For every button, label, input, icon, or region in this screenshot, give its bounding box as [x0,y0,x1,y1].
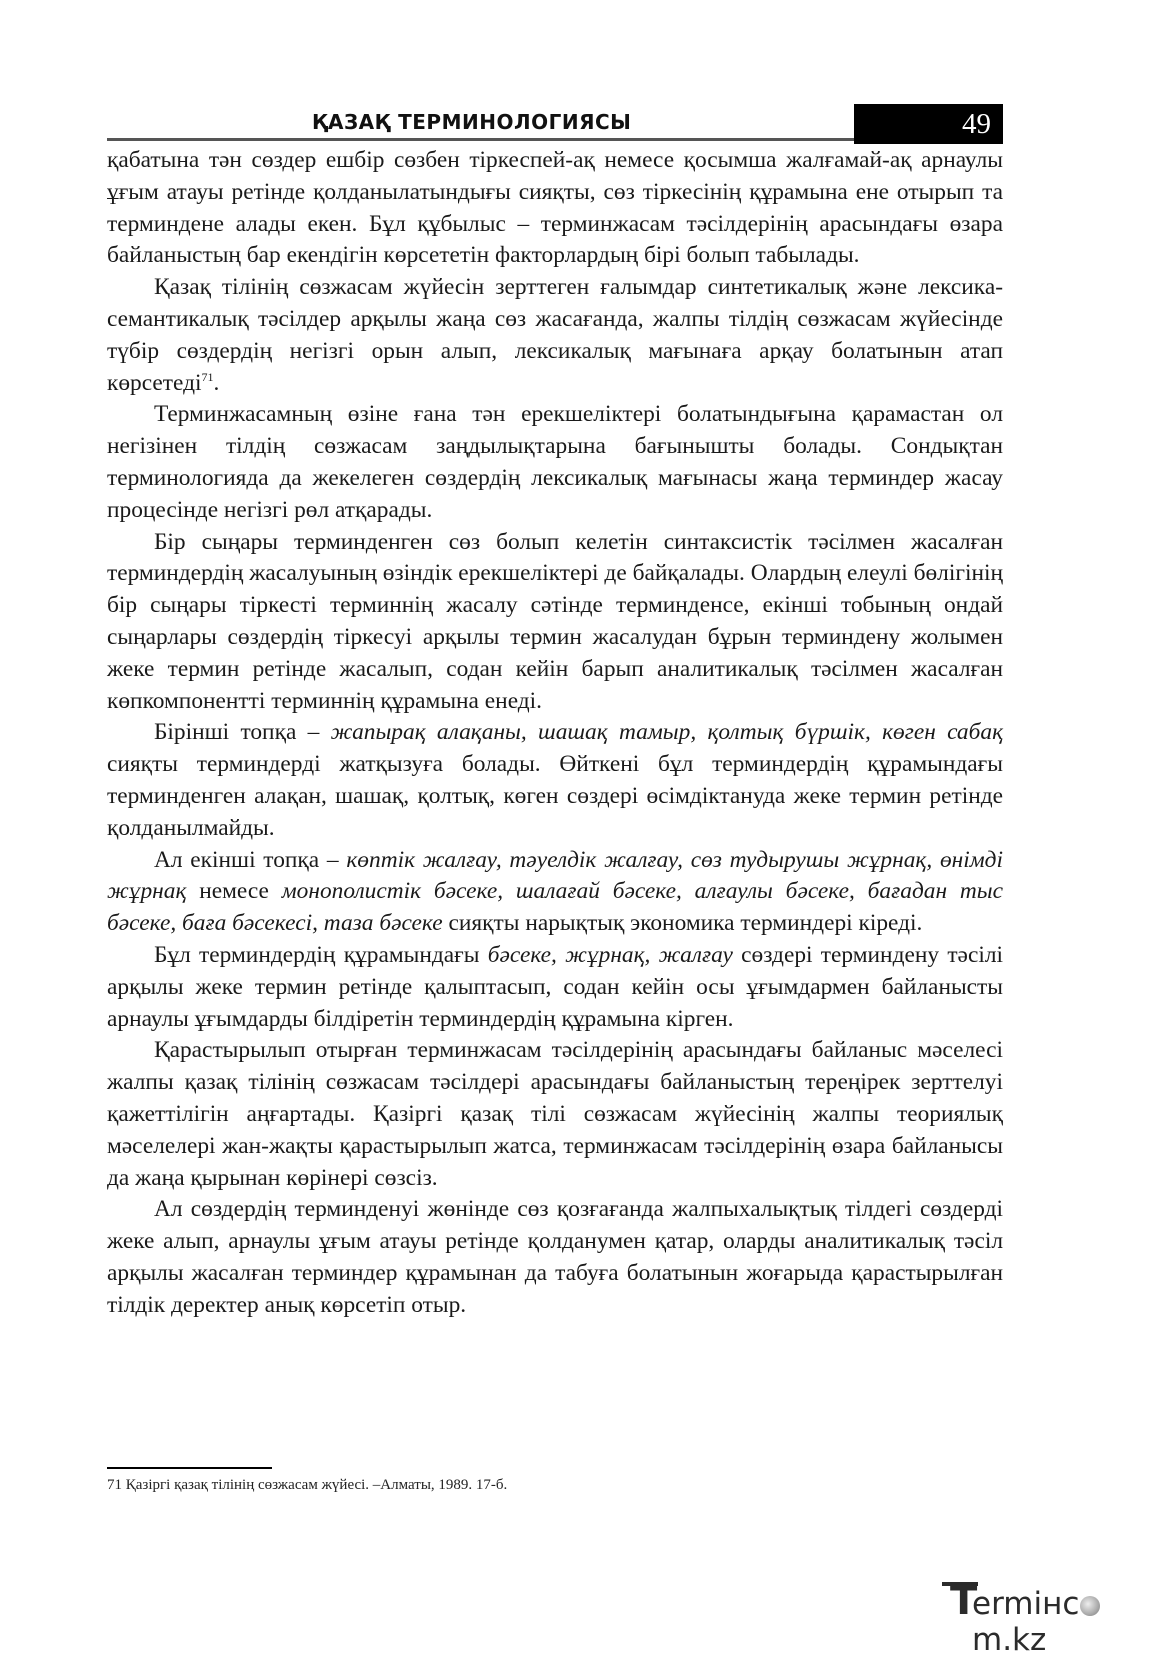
paragraph-7-rest: сөздері терминдену тәсілі арқылы жеке термин ретінде қалыптасып, содан кейін осы ұғымдармен байланысты арнаулы ұғымдарды білдіретін терминдердің құрамына кірген. [107,941,1003,1032]
paragraph-4: Бір сыңары терминденген сөз болып келетін синтаксистік тәсілмен жасалған терминдердің жасалуының өзіндік ерекшеліктері де байқалады. Олардың елеулі бөлігінің бір сыңары тіркесті терминнің жасалу сәтінде терминденсе, екінші тобының ондай сыңарлары сөздердің тіркесуі арқылы термин жасалудан бұрын терминдену жолымен жеке термин ретінде жасалып, содан кейін барып аналитикалық тәсілмен жасалған көпкомпонентті терминнің құрамына енеді. [107,528,1003,714]
paragraph-9: Ал сөздердің терминденуі жөнінде сөз қозғағанда жалпыхалықтық тілдегі сөздерді жеке алып, арнаулы ұғым атауы ретінде қолданумен қатар, оларды аналитикалық тәсіл арқылы жасалған терминдер құрамынан да табуға болатынын жоғарыда қарастырылған тілдік деректер анық көрсетіп отыр. [107,1196,1003,1318]
paragraph-5-lead: Бірінші топқа – [154,719,331,746]
paragraph-6-lead: Ал екінші топқа – [154,846,347,873]
paragraph-2 [107,272,1003,399]
paragraph-2-text: Қазақ тілінің сөзжасам жүйесін зерттеген ғалымдар синтетикалық және лексика-семантикалық тәсілдер арқылы жаңа сөз жасағанда, жалпы тілдің сөзжасам жүйесінде түбір сөздердің негізгі орын алып, лексикалық мағынаға арқау болатынын атап көрсетеді [107,274,1003,396]
logo-text-1: ermінc [972,1586,1080,1622]
logo-letter-t: T [950,1578,978,1624]
paragraph-8: Қарастырылып отырған терминжасам тәсілдерінің арасындағы байланыс мәселесі жалпы қазақ тілінің сөзжасам тәсілдері арасындағы байланыстың тереңірек зерттелуі қажеттілігін аңғартады. Қазіргі қазақ тілі сөзжасам жүйесінің жалпы теориялық мәселелері жан-жақты қарастырылып жатса, терминжасам тәсілдерінің өзара байланысы да жаңа қырынан көрінері сөзсіз. [107,1037,1003,1191]
paragraph-2-end: . [213,369,220,396]
site-watermark-logo [942,1578,1142,1658]
paragraph-6-terms-1: көптік жалғау, тәуелдік жалғау, сөз тудырушы жұрнақ, өнімді жұрнақ [107,846,1003,905]
paragraph-1: қабатына тән сөздер ешбір сөзбен тіркеспей-ақ немесе қосымша жалғамай-ақ арнаулы ұғым атауы ретінде қолданылатындығы сияқты, сөз тіркесінің құрамына ене отырып та терминдене алады екен. Бұл құбылыс – терминжасам тәсілдерінің арасындағы өзара байланыстың бар екендігін көрсететін факторлардың бірі болып табылады. [107,147,1003,269]
paragraph-7 [107,940,1003,1035]
paragraph-6 [107,845,1003,940]
paragraph-5 [107,717,1003,844]
footnote-ref[interactable]: 71 [201,369,214,384]
header-rule [107,138,854,141]
page-header [107,104,1003,144]
paragraph-5-rest: сияқты терминдерді жатқызуға болады. Өйткені бұл терминдердің құрамындағы терминденген алақан, шашақ, қолтық, көген сөздері өсімдіктануда жеке термин ретінде қолданылмайды. [107,751,1003,841]
main-text [107,145,1003,1321]
globe-icon [1080,1596,1100,1616]
logo-wordmark [972,1586,1142,1658]
logo-text-2: m.kz [972,1622,1047,1658]
page-number: 49 [854,104,1003,144]
paragraph-6-terms-2: монополистік бәсеке, шалағай бәсеке, алғаулы бәсеке, бағадан тыс бәсеке, баға бәсекесі, таза бәсеке [107,878,1003,937]
footnote-rule [107,1467,272,1469]
paragraph-5-terms: жапырақ алақаны, шашақ тамыр, қолтық бүршік, көген сабақ [330,719,1004,746]
paragraph-7-lead: Бұл терминдердің құрамындағы [154,941,488,968]
paragraph-3: Терминжасамның өзіне ғана тән ерекшеліктері болатындығына қарамастан ол негізінен тілдің сөзжасам заңдылықтарына бағынышты болады. Сондықтан терминологияда да жекелеген сөздердің лексикалық мағынасы жаңа терминдер жасау процесінде негізгі рөл атқарады. [107,401,1003,523]
paragraph-6-rest: сияқты нарықтық экономика терминдері кіреді. [442,910,923,937]
paragraph-6-mid: немесе [186,878,282,905]
running-title: ҚАЗАҚ ТЕРМИНОЛОГИЯСЫ [312,110,632,134]
paragraph-7-terms: бәсеке, жұрнақ, жалғау [487,941,733,968]
footnote: 71 Қазіргі қазақ тілінің сөзжасам жүйесі. –Алматы, 1989. 17-б. [107,1477,508,1493]
